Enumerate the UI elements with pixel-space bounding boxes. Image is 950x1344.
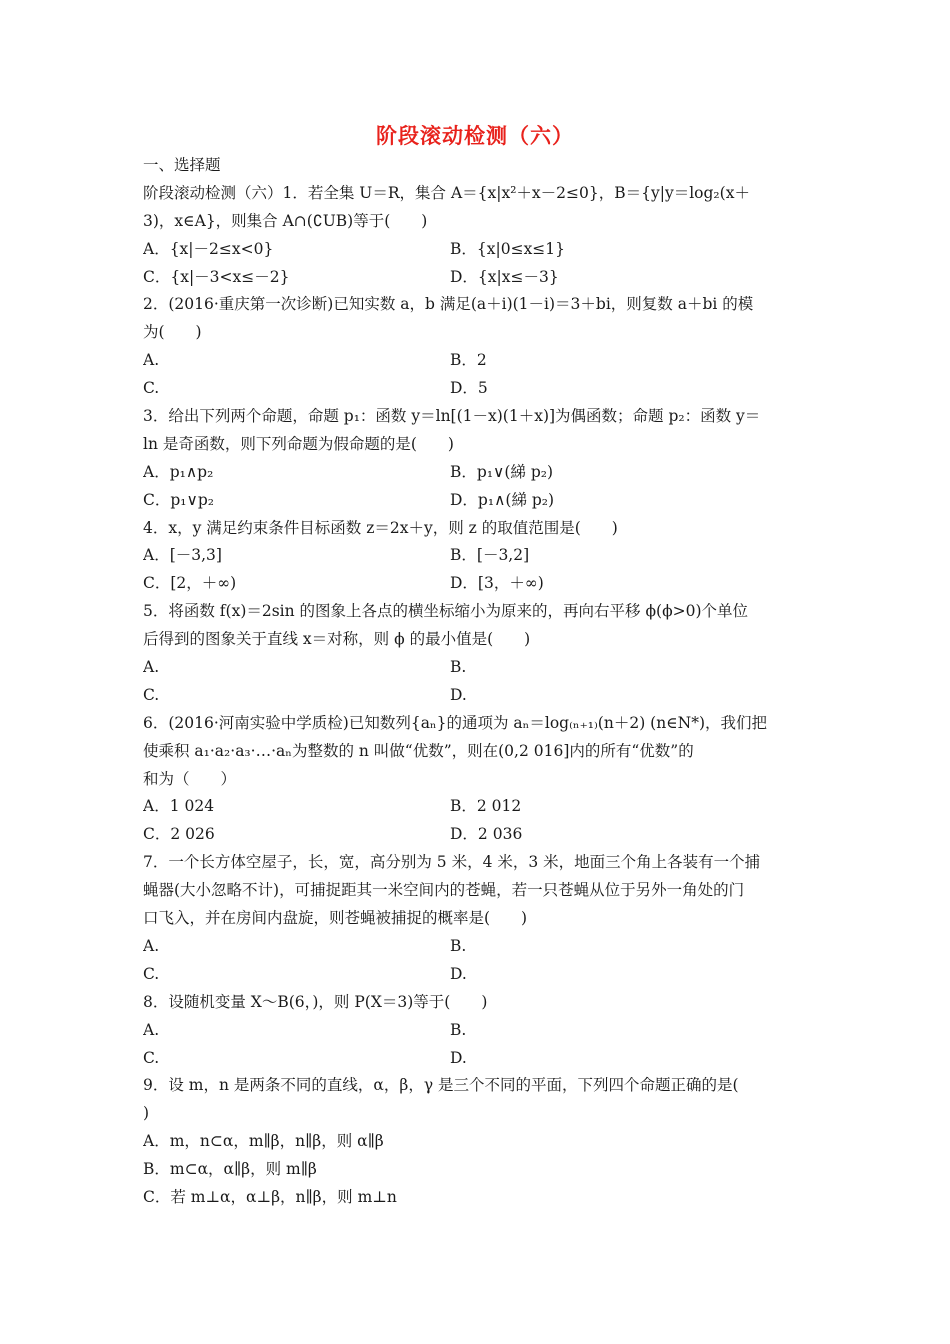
option-right: B．{x|0≤x≤1} [450,239,566,258]
text-line: 使乘积 a₁·a₂·a₃·…·aₙ为整数的 n 叫做“优数”，则在(0,2 016]内的所有“优数”的 [143,741,694,760]
option-left: A. [143,351,160,370]
option-left: A．{x|－2≤x<0} [143,239,274,258]
text-line: 为( ) [143,323,202,342]
text-line: 和为（ ） [143,769,237,788]
option-left: A. [143,658,160,677]
text-line: 蝇器(大小忽略不计)，可捕捉距其一米空间内的苍蝇，若一只苍蝇从位于另外一角处的门 [143,881,745,900]
option-right: B．[－3,2] [450,546,530,565]
option-row [143,487,808,515]
option-row [143,821,808,849]
option-left: C. [143,379,160,398]
option-right: D．{x|x≤－3} [450,267,559,286]
option-row [143,961,808,989]
option-row [143,654,808,682]
option-left: C．p₁∨p₂ [143,490,214,509]
option-left: A. [143,936,160,955]
question-list [143,152,808,1212]
option-left: C．[2，＋∞) [143,574,237,593]
option-row [143,264,808,292]
option-left: C. [143,964,160,983]
text-line: 7．一个长方体空屋子，长，宽，高分别为 5 米，4 米，3 米，地面三个角上各装有一个捕 [143,853,761,872]
option-row [143,375,808,403]
option-right: B. [450,658,467,677]
option-row [143,1017,808,1045]
option-row [143,570,808,598]
option-row [143,793,808,821]
option-right: B．2 [450,351,487,370]
option-row [143,1045,808,1073]
option-left: C. [143,685,160,704]
section-heading: 一、选择题 [143,156,221,174]
text-line: 3)，x∈A}，则集合 A∩(∁UB)等于( ) [143,211,428,230]
option-right: D．[3，＋∞) [450,574,544,593]
text-line: 8．设随机变量 X～B(6，)，则 P(X＝3)等于( ) [143,992,488,1011]
text-line: 5．将函数 f(x)＝2sin 的图象上各点的横坐标缩小为原来的，再向右平移 ϕ(ϕ>0)个单位 [143,602,749,621]
option-right: D. [450,685,467,704]
text-line: 3．给出下列两个命题，命题 p₁：函数 y＝ln[(1－x)(1＋x)]为偶函数；命题 p₂：函数 y＝ [143,407,761,426]
option-right: D. [450,964,467,983]
option-right: D. [450,1048,467,1067]
option-right: D．p₁∧(綈 p₂) [450,490,555,509]
option-left: A．p₁∧p₂ [143,462,214,481]
page-title: 阶段滚动检测（六） [376,123,574,148]
option-row [143,682,808,710]
option-right: B．2 012 [450,797,522,816]
option-left: A. [143,1020,160,1039]
option-left: C．{x|－3<x≤－2} [143,267,290,286]
text-line: 4．x，y 满足约束条件目标函数 z＝2x＋y，则 z 的取值范围是( ) [143,518,618,537]
text-line: 口飞入，并在房间内盘旋，则苍蝇被捕捉的概率是( ) [143,909,528,928]
option-row [143,347,808,375]
option-row [143,542,808,570]
text-line: ) [143,1104,150,1123]
option-row [143,459,808,487]
text-line: C．若 m⊥α，α⊥β，n∥β，则 m⊥n [143,1187,397,1206]
option-left: C. [143,1048,160,1067]
option-row [143,236,808,264]
text-line: ln 是奇函数，则下列命题为假命题的是( ) [143,434,454,453]
text-line: 6．(2016·河南实验中学质检)已知数列{aₙ}的通项为 aₙ＝log₍ₙ₊₁₎(n＋2) (n∈N*)，我们把 [143,713,768,732]
option-right: B．p₁∨(綈 p₂) [450,462,554,481]
text-line: 2．(2016·重庆第一次诊断)已知实数 a，b 满足(a＋i)(1－i)＝3＋bi，则复数 a＋bi 的模 [143,295,754,314]
option-right: D．2 036 [450,825,523,844]
option-right: B. [450,1020,467,1039]
option-left: A．[－3,3] [143,546,222,565]
option-left: C．2 026 [143,825,215,844]
option-right: D．5 [450,379,488,398]
text-line: 阶段滚动检测（六）1．若全集 U＝R，集合 A＝{x|x²＋x－2≤0}，B＝{y|y＝log₂(x＋ [143,183,750,202]
option-right: B. [450,936,467,955]
option-row [143,933,808,961]
option-left: A．1 024 [143,797,215,816]
text-line: B．m⊂α，α∥β，则 m∥β [143,1160,317,1179]
text-line: A．m，n⊂α，m∥β，n∥β，则 α∥β [143,1132,384,1151]
text-line: 后得到的图象关于直线 x＝对称，则 ϕ 的最小值是( ) [143,630,531,649]
text-line: 9．设 m，n 是两条不同的直线，α，β，γ 是三个不同的平面，下列四个命题正确的是( [143,1076,739,1095]
